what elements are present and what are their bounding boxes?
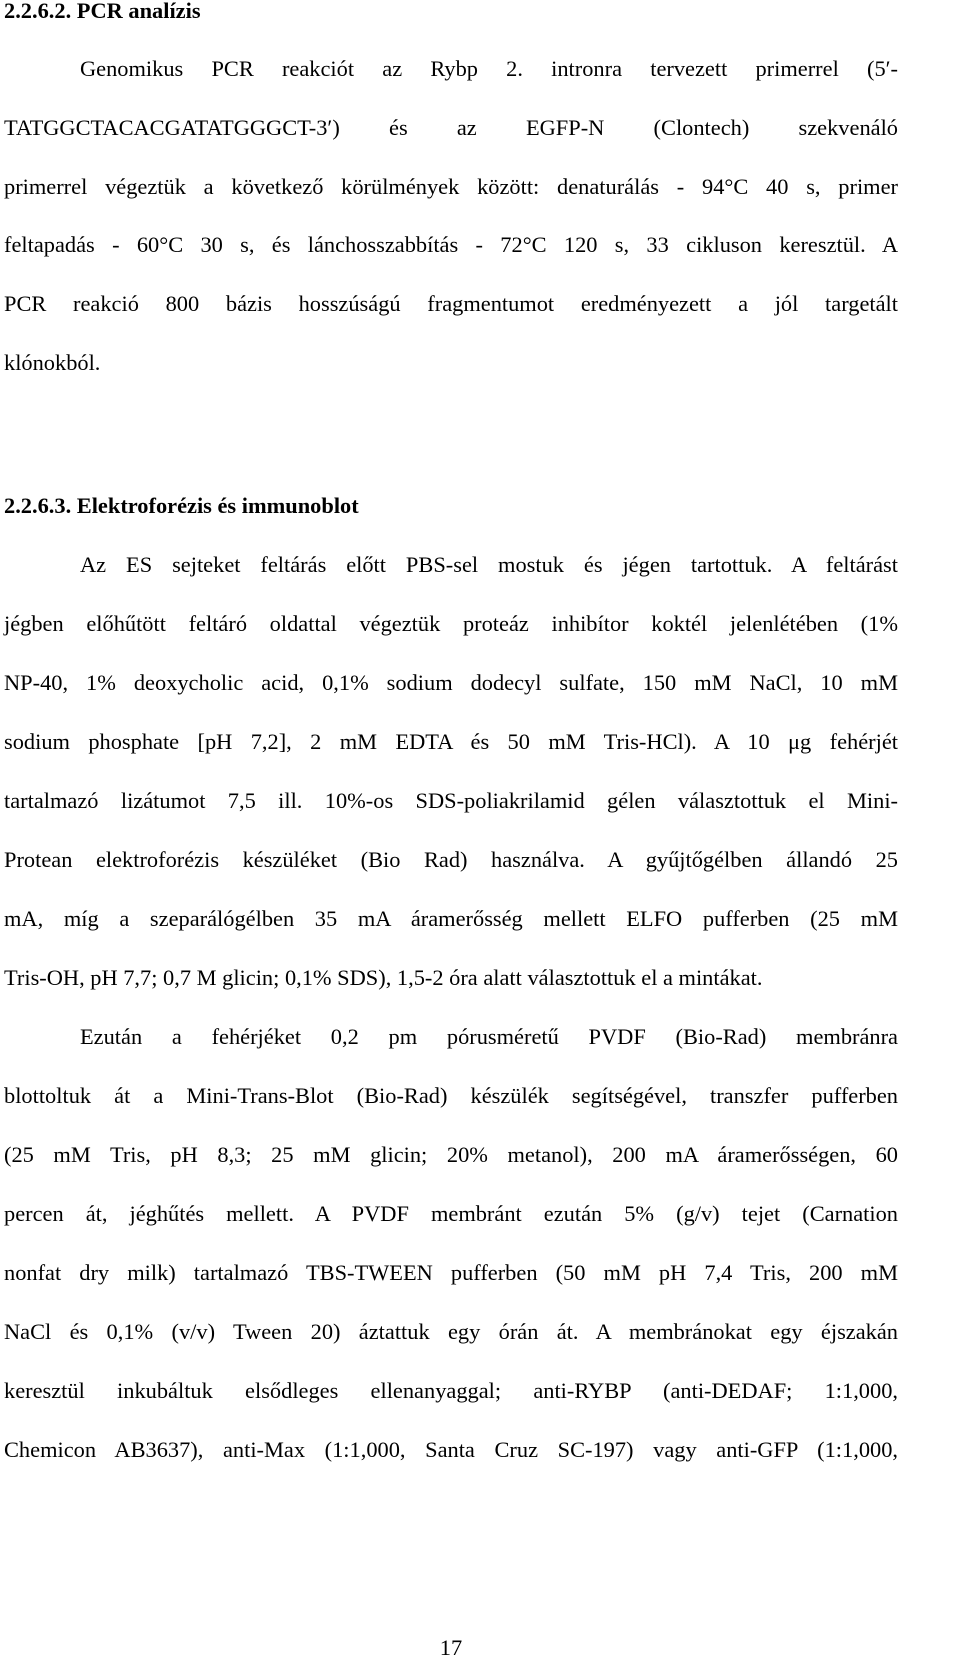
- paragraph-line: tartalmazó lizátumot 7,5 ill. 10%-os SDS-poliakrilamid gélen választottuk el Mini-: [4, 788, 898, 813]
- paragraph-line: Protean elektroforézis készüléket (Bio Rad) használva. A gyűjtőgélben állandó 25: [4, 847, 898, 872]
- paragraph-line: Ezután a fehérjéket 0,2 pm pórusméretű PVDF (Bio-Rad) membránra: [80, 1024, 898, 1049]
- paragraph-line: (25 mM Tris, pH 8,3; 25 mM glicin; 20% metanol), 200 mA áramerősségen, 60: [4, 1142, 898, 1167]
- paragraph-line: jégben előhűtött feltáró oldattal végeztük proteáz inhibítor koktél jelenlétében (1%: [4, 611, 898, 636]
- paragraph-line: blottoltuk át a Mini-Trans-Blot (Bio-Rad) készülék segítségével, transzfer pufferben: [4, 1083, 898, 1108]
- paragraph-line: sodium phosphate [pH 7,2], 2 mM EDTA és 50 mM Tris-HCl). A 10 μg fehérjét: [4, 729, 898, 754]
- page-number: 17: [439, 1635, 463, 1660]
- paragraph-line: klónokból.: [4, 350, 101, 375]
- section-heading-pcr: 2.2.6.2. PCR analízis: [4, 0, 201, 23]
- section-heading-electrophoresis: 2.2.6.3. Elektroforézis és immunoblot: [4, 493, 359, 518]
- paragraph-line: mA, míg a szeparálógélben 35 mA áramerősség mellett ELFO pufferben (25 mM: [4, 906, 898, 931]
- paragraph-line: Chemicon AB3637), anti-Max (1:1,000, Santa Cruz SC-197) vagy anti-GFP (1:1,000,: [4, 1437, 898, 1462]
- paragraph-line: PCR reakció 800 bázis hosszúságú fragmentumot eredményezett a jól targetált: [4, 291, 898, 316]
- paragraph-line: TATGGCTACACGATATGGGCT-3′) és az EGFP-N (Clontech) szekvenáló: [4, 115, 898, 140]
- paragraph-line: percen át, jéghűtés mellett. A PVDF membránt ezután 5% (g/v) tejet (Carnation: [4, 1201, 898, 1226]
- paragraph-line: Tris-OH, pH 7,7; 0,7 M glicin; 0,1% SDS), 1,5-2 óra alatt választottuk el a mintákat.: [4, 965, 763, 990]
- paragraph-line: feltapadás - 60°C 30 s, és lánchosszabbítás - 72°C 120 s, 33 cikluson keresztül. A: [4, 232, 898, 257]
- paragraph-line: Az ES sejteket feltárás előtt PBS-sel mostuk és jégen tartottuk. A feltárást: [80, 552, 898, 577]
- paragraph-line: keresztül inkubáltuk elsődleges ellenanyaggal; anti-RYBP (anti-DEDAF; 1:1,000,: [4, 1378, 898, 1403]
- paragraph-line: NaCl és 0,1% (v/v) Tween 20) áztattuk egy órán át. A membránokat egy éjszakán: [4, 1319, 898, 1344]
- paragraph-line: primerrel végeztük a következő körülmények között: denaturálás - 94°C 40 s, primer: [4, 174, 898, 199]
- paragraph-line: Genomikus PCR reakciót az Rybp 2. intronra tervezett primerrel (5′-: [80, 56, 898, 81]
- paragraph-line: NP-40, 1% deoxycholic acid, 0,1% sodium dodecyl sulfate, 150 mM NaCl, 10 mM: [4, 670, 898, 695]
- paragraph-line: nonfat dry milk) tartalmazó TBS-TWEEN pufferben (50 mM pH 7,4 Tris, 200 mM: [4, 1260, 898, 1285]
